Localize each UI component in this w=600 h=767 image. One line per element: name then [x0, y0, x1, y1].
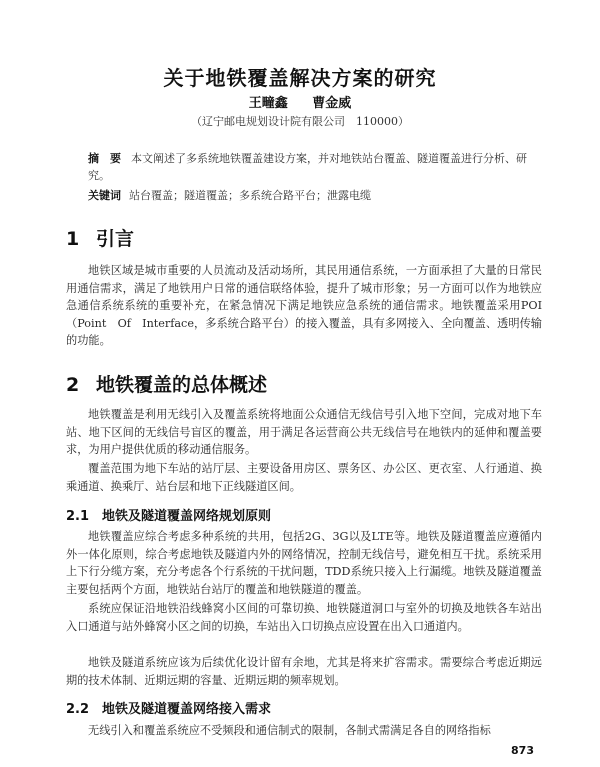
keywords-text: 站台覆盖；隧道覆盖；多系统合路平台；泄露电缆 [129, 189, 371, 202]
keywords [88, 187, 540, 204]
subsection-number: 2.1 [66, 509, 90, 524]
keywords-label: 关键词 [88, 189, 121, 202]
author-name: 王疃鑫 [248, 96, 288, 111]
subsection-2-1-paragraph-2: 系统应保证沿地铁沿线蜂窝小区间的可靠切换、地铁隧道洞口与室外的切换及地铁各车站出入口通道与站外蜂窝小区之间的切换，车站出入口切换点应设置在出入口通道内。 [66, 602, 542, 633]
subsection-heading-2-1 [66, 505, 271, 524]
subsection-number: 2.2 [66, 702, 90, 717]
section-2-paragraph-2: 覆盖范围为地下车站的站厅层、主要设备用房区、票务区、办公区、更衣室、人行通道、换乘通道、换乘厅、站台层和地下正线隧道区间。 [66, 462, 542, 493]
author-list [0, 92, 600, 111]
affiliation: （辽宁邮电规划设计院有限公司 110000） [191, 115, 409, 128]
section-number: 1 [66, 228, 80, 250]
author-name: 曹金威 [312, 96, 352, 111]
subsection-title: 地铁及隧道覆盖网络规划原则 [102, 509, 272, 524]
subsection-title: 地铁及隧道覆盖网络接入需求 [102, 702, 272, 717]
paper-title: 关于地铁覆盖解决方案的研究 [163, 66, 437, 90]
section-heading-1 [66, 224, 134, 251]
abstract-text: 本文阐述了多系统地铁覆盖建设方案，并对地铁站台覆盖、隧道覆盖进行分析、研究。 [88, 152, 527, 182]
subsection-2-2-paragraph-1: 无线引入和覆盖系统应不受频段和通信制式的限制，各制式需满足各自的网络指标 [88, 724, 491, 737]
subsection-heading-2-2 [66, 698, 271, 717]
section-heading-2 [66, 370, 267, 397]
abstract [88, 150, 540, 184]
section-1-paragraph: 地铁区域是城市重要的人员流动及活动场所，其民用通信系统，一方面承担了大量的日常民用通信需求，满足了地铁用户日常的通信联络体验，提升了城市形象；另一方面可以作为地铁应急通信系统系统的重要补充，在紧急情况下满足地铁应急系统的通信需求。地铁覆盖采用POI（Point Of Interface，多系统合路平台）的接入覆盖，具有多网接入、全向覆盖、透明传输的功能。 [66, 264, 542, 347]
section-title: 引言 [96, 228, 135, 250]
section-number: 2 [66, 374, 80, 396]
abstract-label: 摘 要 [88, 152, 121, 165]
subsection-2-1-paragraph-3: 地铁及隧道系统应该为后续优化设计留有余地，尤其是将来扩容需求。需要综合考虑近期远期的技术体制、近期远期的容量、近期远期的频率规划。 [66, 656, 542, 687]
subsection-2-1-paragraph-1: 地铁覆盖应综合考虑多种系统的共用，包括2G、3G以及LTE等。地铁及隧道覆盖应遵循内外一体化原则，综合考虑地铁及隧道内外的网络情况，控制无线信号，避免相互干扰。系统采用上下行分缆方案，充分考虑各个行系统的干扰问题，TDD系统只接入上行漏缆。地铁及隧道覆盖主要包括两个方面，地铁站台站厅的覆盖和地铁隧道的覆盖。 [66, 530, 542, 596]
section-title: 地铁覆盖的总体概述 [96, 374, 268, 396]
page-number: 873 [511, 744, 534, 757]
section-2-paragraph-1: 地铁覆盖是利用无线引入及覆盖系统将地面公众通信无线信号引入地下空间，完成对地下车站、地下区间的无线信号盲区的覆盖，用于满足各运营商公共无线信号在地铁内的延伸和覆盖要求，为用户提供优质的移动通信服务。 [66, 408, 542, 456]
